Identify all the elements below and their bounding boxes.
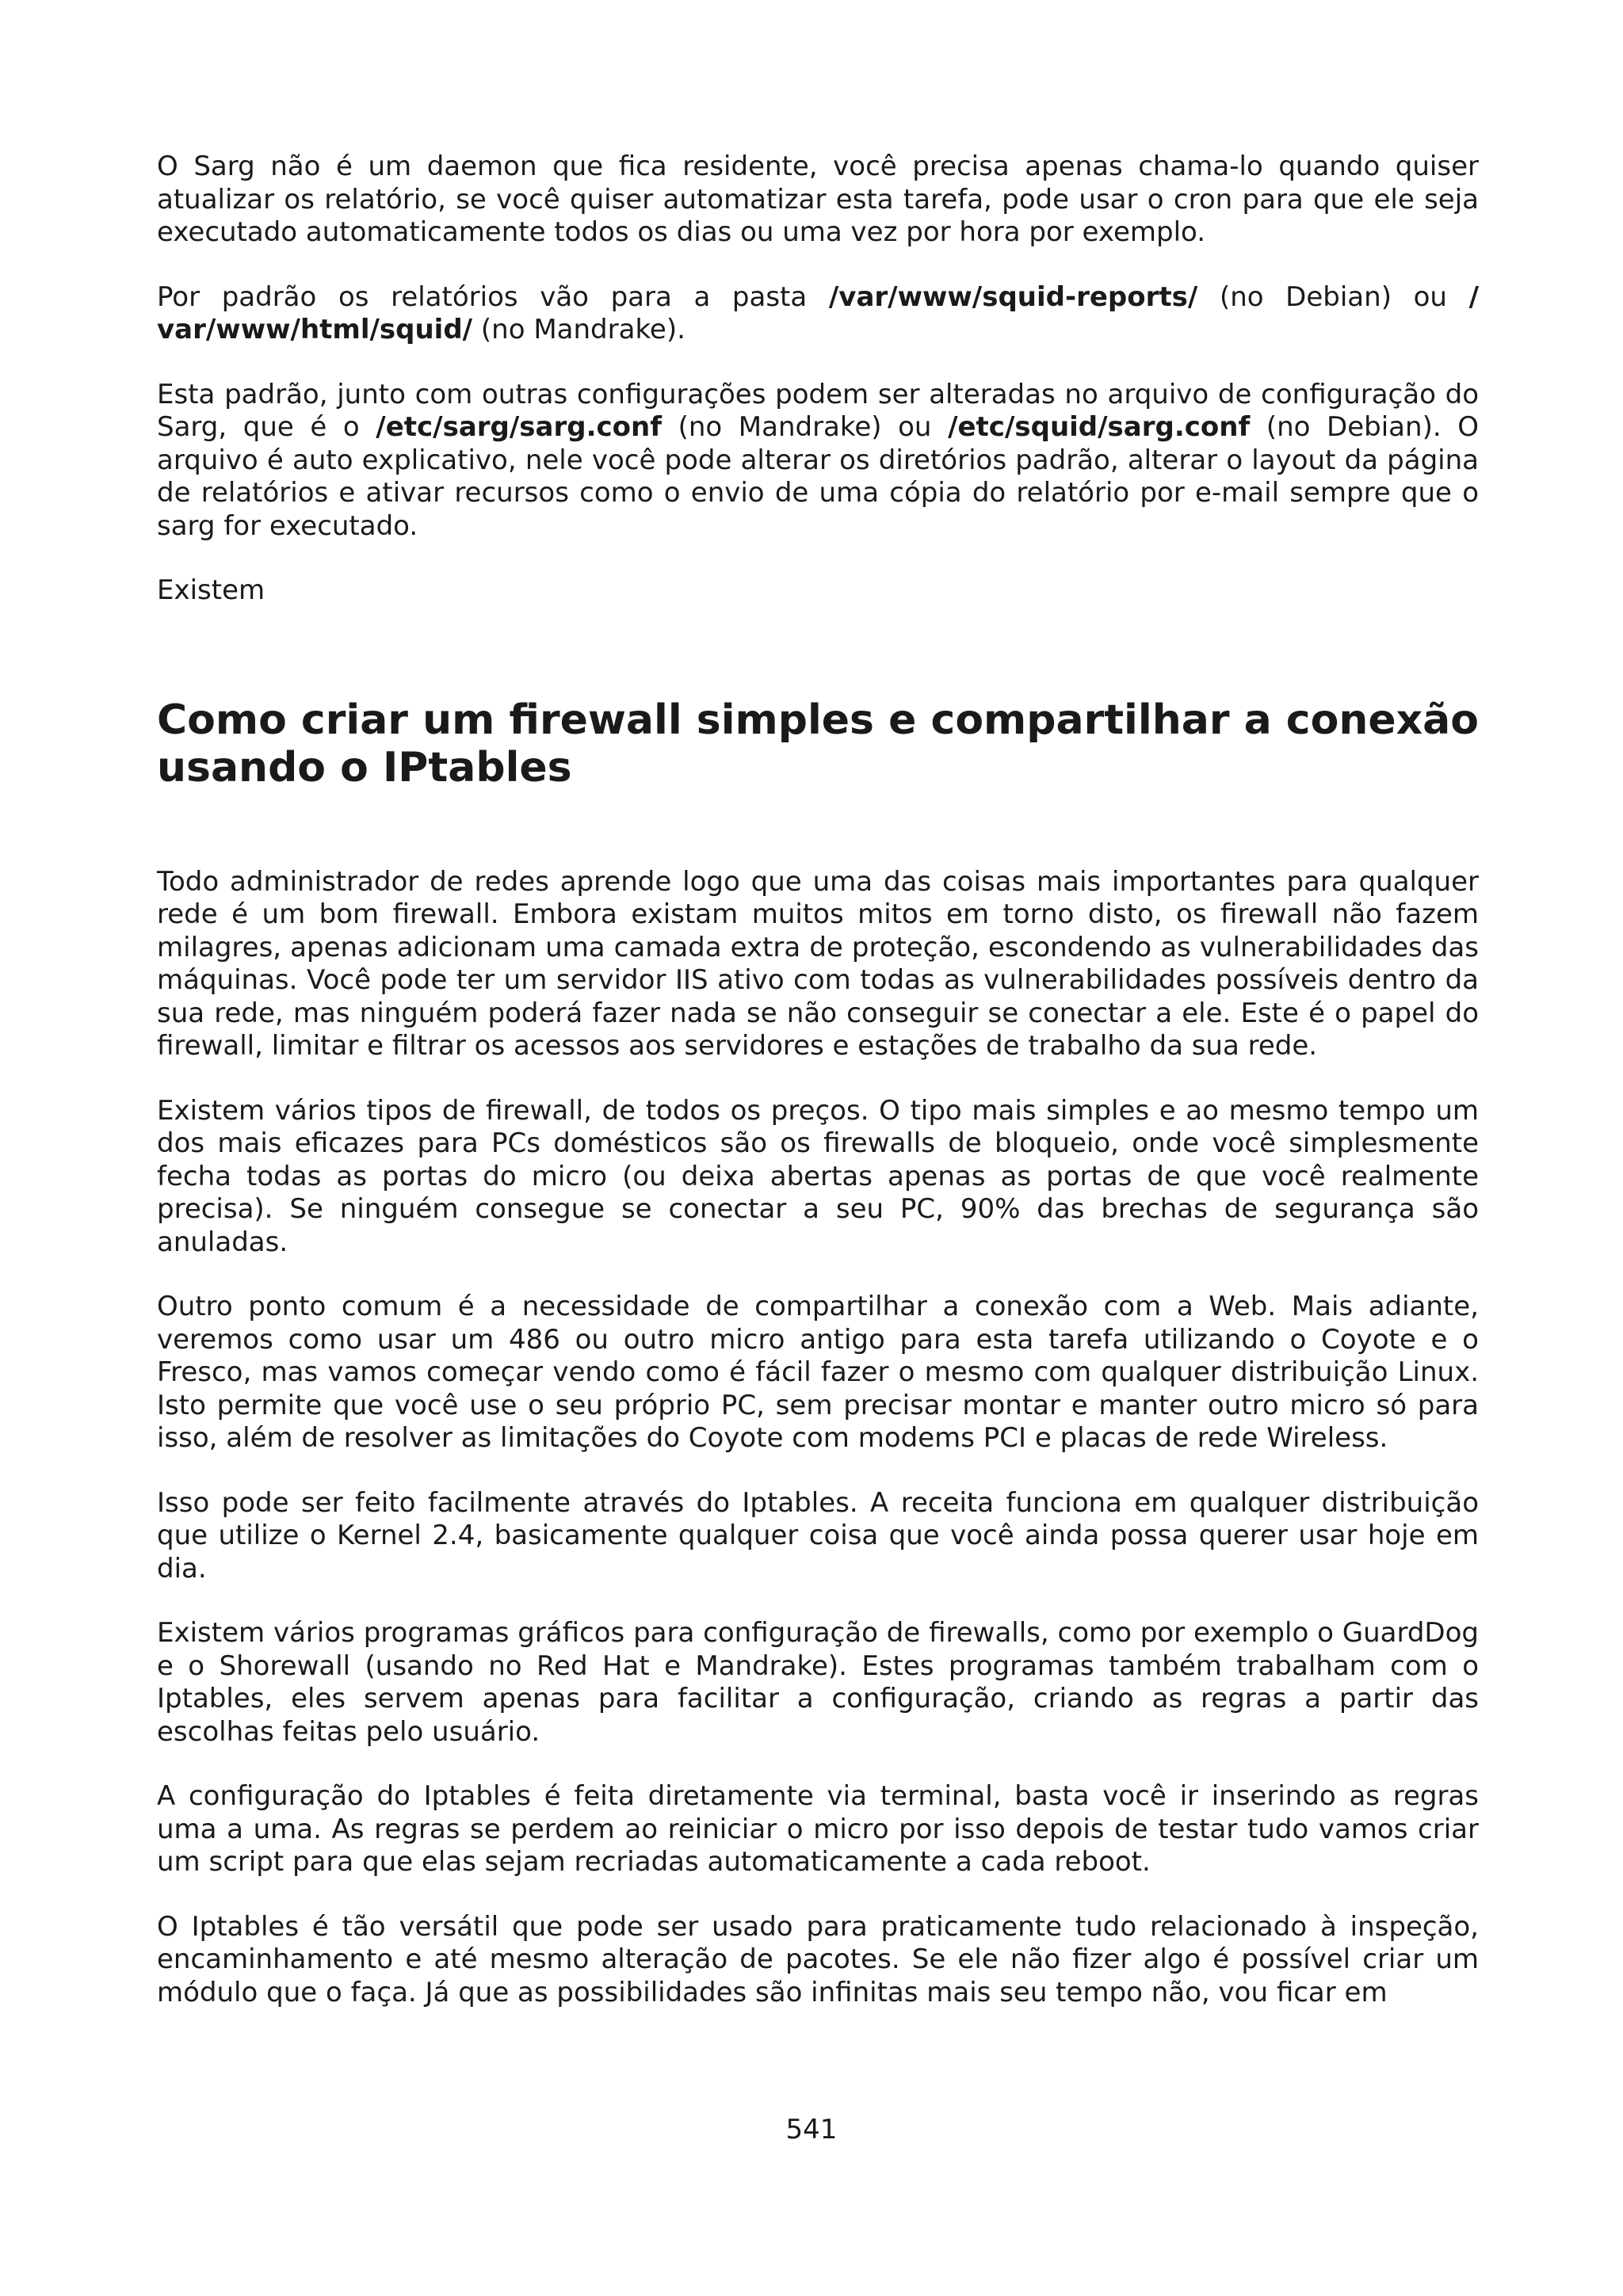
paragraph-text: (no Mandrake). bbox=[472, 314, 685, 345]
paragraph-text: Isso pode ser feito facilmente através do Iptables. A receita funciona em qualquer distribuição que utilize o Kernel 2.4, basicamente qualquer coisa que você ainda possa querer usar hoje em dia. bbox=[157, 1486, 1479, 1585]
paragraph bbox=[157, 1911, 1479, 2010]
path-text: / var/www/html/squid/ bbox=[157, 280, 1479, 345]
paragraph-text: Existem vários programas gráficos para configuração de firewalls, como por exemplo o GuardDog e o Shorewall (usando no Red Hat e Mandrake). Estes programas também trabalham com o Iptables, eles servem apenas para facilitar a configuração, criando as regras a partir das escolhas feitas pelo usuário. bbox=[157, 1617, 1479, 1748]
path-text: /var/www/squid-reports/ bbox=[828, 280, 1198, 313]
paragraph bbox=[157, 1291, 1479, 1455]
paragraph-text: (no Debian). O arquivo é auto explicativo, nele você pode alterar os diretórios padrão, alterar o layout da página de relatórios e ativar recursos como o envio de uma cópia do relatório por e-mail sempre que o sarg for executado. bbox=[157, 411, 1479, 542]
paragraph-text: O Iptables é tão versátil que pode ser usado para praticamente tudo relacionado à inspeção, encaminhamento e até mesmo alteração de pacotes. Se ele não fizer algo é possível criar um módulo que o faça. Já que as possibilidades são infinitas mais seu tempo não, vou ficar em bbox=[157, 1910, 1479, 2008]
paragraph-text: Esta padrão, junto com outras configurações podem ser alteradas no arquivo de configuração do Sarg, que é o bbox=[157, 378, 1479, 443]
paragraph-text: Todo administrador de redes aprende logo que uma das coisas mais importantes para qualquer rede é um bom firewall. Embora existam muitos mitos em torno disto, os firewall não fazem milagres, apenas adicionam uma camada extra de proteção, escondendo as vulnerabilidades das máquinas. Você pode ter um servidor IIS ativo com todas as vulnerabilidades possíveis dentro da sua rede, mas ninguém poderá fazer nada se não conseguir se conectar a ele. Este é o papel do firewall, limitar e filtrar os acessos aos servidores e estações de trabalho da sua rede. bbox=[157, 865, 1479, 1062]
path-text: /etc/squid/sarg.conf bbox=[948, 411, 1251, 443]
paragraph-text: Por padrão os relatórios vão para a pasta bbox=[157, 280, 829, 313]
paragraph bbox=[157, 1095, 1479, 1260]
document-body bbox=[157, 151, 1479, 2041]
paragraph bbox=[157, 1780, 1479, 1879]
paragraph bbox=[157, 1617, 1479, 1749]
top-paragraphs bbox=[157, 151, 1479, 608]
paragraph-text: Existem vários tipos de firewall, de todos os preços. O tipo mais simples e ao mesmo tempo um dos mais eficazes para PCs domésticos são os firewalls de bloqueio, onde você simplesmente fecha todas as portas do micro (ou deixa abertas apenas as portas de que você realmente precisa). Se ninguém consegue se conectar a seu PC, 90% das brechas de segurança são anuladas. bbox=[157, 1094, 1479, 1258]
paragraph bbox=[157, 866, 1479, 1063]
paragraph-text: (no Debian) ou bbox=[1197, 280, 1469, 313]
page-number: 541 bbox=[785, 2114, 838, 2145]
paragraph-text: Outro ponto comum é a necessidade de compartilhar a conexão com a Web. Mais adiante, veremos como usar um 486 ou outro micro antigo para esta tarefa utilizando o Coyote e o Fresco, mas vamos começar vendo como é fácil fazer o mesmo com qualquer distribuição Linux. Isto permite que você use o seu próprio PC, sem precisar montar e manter outro micro só para isso, além de resolver as limitações do Coyote com modems PCI e placas de rede Wireless. bbox=[157, 1291, 1479, 1454]
section-heading: Como criar um firewall simples e compartilhar a conexão usando o IPtables bbox=[157, 696, 1479, 791]
paragraph-text: Existem bbox=[157, 574, 265, 606]
paragraph-text: O Sarg não é um daemon que fica residente, você precisa apenas chama-lo quando quiser atualizar os relatório, se você quiser automatizar esta tarefa, pode usar o cron para que ele seja executado automaticamente todos os dias ou uma vez por hora por exemplo. bbox=[157, 151, 1479, 248]
path-text: /etc/sarg/sarg.conf bbox=[376, 411, 662, 443]
paragraph bbox=[157, 1487, 1479, 1586]
body-paragraphs bbox=[157, 866, 1479, 2010]
paragraph bbox=[157, 151, 1479, 250]
paragraph-text: (no Mandrake) ou bbox=[662, 411, 949, 443]
paragraph bbox=[157, 574, 1479, 608]
paragraph bbox=[157, 379, 1479, 543]
paragraph-text: A configuração do Iptables é feita diretamente via terminal, basta você ir inserindo as regras uma a uma. As regras se perdem ao reiniciar o micro por isso depois de testar tudo vamos criar um script para que elas sejam recriadas automaticamente a cada reboot. bbox=[157, 1780, 1479, 1878]
paragraph bbox=[157, 281, 1479, 347]
